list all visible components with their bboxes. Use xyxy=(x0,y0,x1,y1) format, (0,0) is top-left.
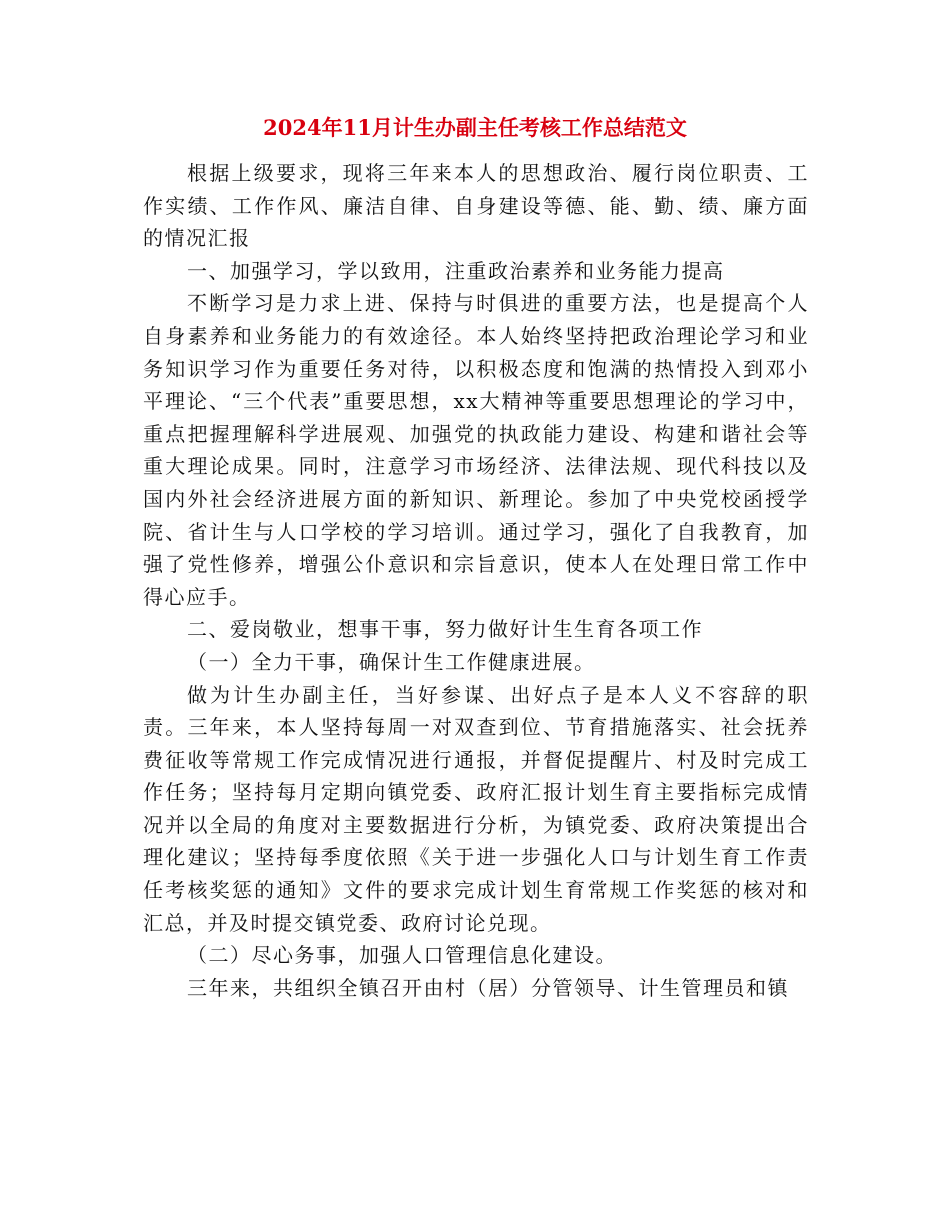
paragraph-2-2: 三年来，共组织全镇召开由村（居）分管领导、计生管理员和镇 xyxy=(187,975,789,1000)
paragraph-intro: 根据上级要求，现将三年来本人的思想政治、履行岗位职责、工作实绩、工作作风、廉洁自律、自身建设等德、能、勤、绩、廉方面的情况汇报 xyxy=(143,161,809,251)
subheading-2-1: （一）全力干事，确保计生工作健康进展。 xyxy=(187,649,596,674)
document-body xyxy=(143,157,809,1004)
document-title: 2024年11月计生办副主任考核工作总结范文 xyxy=(263,115,687,140)
subheading-2-2: （二）尽心务事，加强人口管理信息化建设。 xyxy=(187,943,617,968)
heading-section-1: 一、加强学习，学以致用，注重政治素养和业务能力提高 xyxy=(187,258,725,283)
paragraph-section-1: 不断学习是力求上进、保持与时俱进的重要方法，也是提高个人自身素养和业务能力的有效途径。本人始终坚持把政治理论学习和业务知识学习作为重要任务对待，以积极态度和饱满的热情投入到邓小平理论、“三个代表”重要思想，xx大精神等重要思想理论的学习中，重点把握理解科学进展观、加强党的执政能力建设、构建和谐社会等重大理论成果。同时，注意学习市场经济、法律法规、现代科技以及国内外社会经济进展方面的新知识、新理论。参加了中央党校函授学院、省计生与人口学校的学习培训。通过学习，强化了自我教育，加强了党性修养，增强公仆意识和宗旨意识，使本人在处理日常工作中得心应手。 xyxy=(143,291,809,609)
heading-section-2: 二、爱岗敬业，想事干事，努力做好计生生育各项工作 xyxy=(187,617,703,642)
paragraph-2-1: 做为计生办副主任，当好参谋、出好点子是本人义不容辞的职责。三年来，本人坚持每周一对双查到位、节育措施落实、社会抚养费征收等常规工作完成情况进行通报，并督促提醒片、村及时完成工作任务；坚持每月定期向镇党委、政府汇报计划生育主要指标完成情况并以全局的角度对主要数据进行分析，为镇党委、政府决策提出合理化建议；坚持每季度依照《关于进一步强化人口与计划生育工作责任考核奖惩的通知》文件的要求完成计划生育常规工作奖惩的核对和汇总，并及时提交镇党委、政府讨论兑现。 xyxy=(143,682,809,935)
